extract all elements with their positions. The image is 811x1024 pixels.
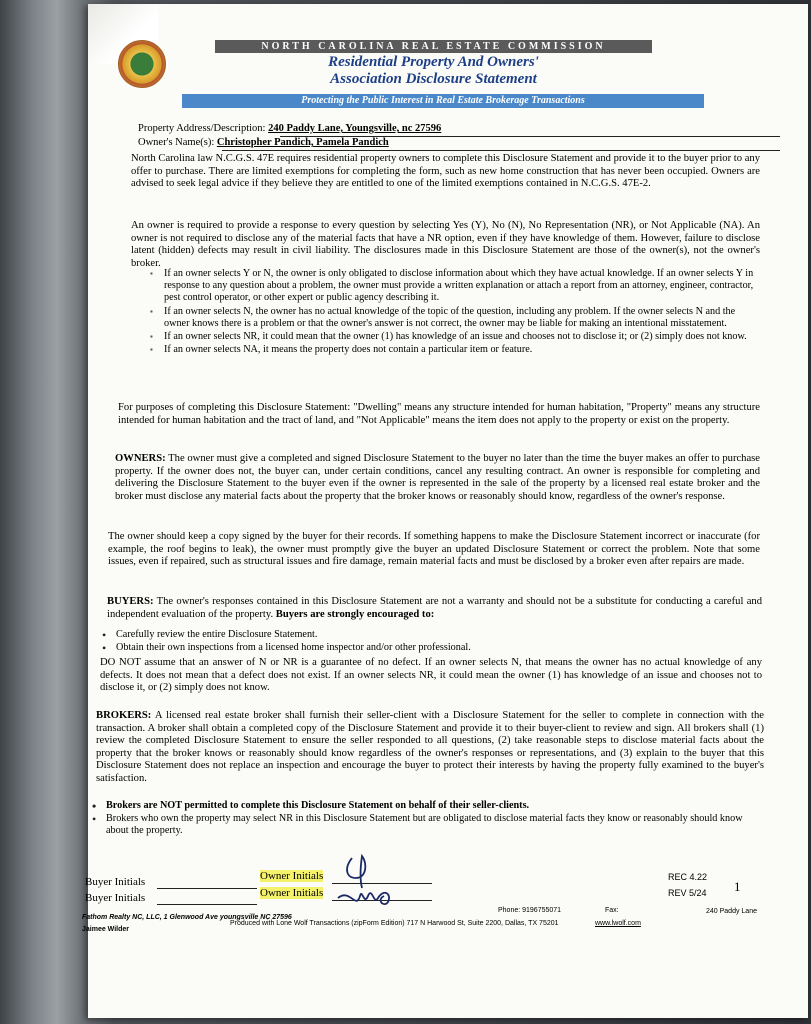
owner-label: Owner's Name(s): — [138, 137, 215, 148]
tagline-banner: Protecting the Public Interest in Real Estate Brokerage Transactions — [182, 94, 704, 108]
owner-initials-2: Owner Initials — [260, 887, 324, 899]
brokers-bullets — [92, 800, 764, 839]
list-item: • Brokers are NOT permitted to complete this Disclosure Statement on behalf of their seller-clients. — [92, 800, 764, 812]
intro-paragraph-2: An owner is required to provide a response to every question by selecting Yes (Y), No (N), No Representation (NR), or Not Applicable (NA). An owner is not required to disclose any of the material facts that have a NR option, even if they have knowledge of them. However, failure to disclose latent (hidden) defects may result in civil liability. The disclosures made in this Disclosure Statement are those of the owner(s), not the owner's broker. — [131, 220, 760, 269]
brokers-heading: BROKERS: — [96, 710, 152, 721]
page-number: 1 — [734, 879, 741, 894]
lwolf-link[interactable]: www.lwolf.com — [595, 920, 641, 927]
list-item: ▪ If an owner selects N, the owner has no actual knowledge of the topic of the question, including any problem. If the owner selects N and the owner knows there is a problem or that the owner's answer is not correct, the owner may be liable for making an intentional misstatement. — [150, 306, 758, 330]
owners-section — [115, 453, 760, 503]
buyer-initials-2 — [85, 892, 145, 904]
title-line-2: Association Disclosure Statement — [330, 71, 537, 87]
nc-commission-seal-icon — [118, 40, 166, 88]
definitions-paragraph: For purposes of completing this Disclosure Statement: "Dwelling" means any structure intended for human habitation, "Property" means any structure intended for human habitation and the tract of land, and "Not Applicable" means the item does not apply to the property or exist on the property. — [118, 402, 760, 426]
phone: Phone: 9196755071 — [498, 907, 562, 914]
buyers-paragraph-1: The owner's responses contained in this Disclosure Statement are not a warranty and should not be a substitute for conducting a careful and independent evaluation of the property. — [107, 596, 762, 620]
list-item: ▪ If an owner selects Y or N, the owner is only obligated to disclose information about which they have actual knowledge. If an owner selects Y in response to any question about a problem, the owner must provide a written explanation or attach a report from an attorney, engineer, contractor, pest control operator, or other expert or public agency describing it. — [150, 268, 758, 305]
buyers-bullets — [102, 629, 702, 655]
owner-rule — [222, 150, 780, 151]
owners-paragraph-2: The owner should keep a copy signed by the buyer for their records. If something happens to make the Disclosure Statement incorrect or inaccurate (for example, the roof begins to leak), the owner must promptly give the buyer an updated Disclosure Statement or correct the problem. Note that some issues, even if repaired, such as structural issues and fire damage, remain material facts and must be disclosed by a broker even after repairs are made. — [108, 531, 760, 568]
fax: Fax: — [605, 907, 619, 914]
owner-name-row — [138, 137, 389, 148]
buyers-encouraged: Buyers are strongly encouraged to: — [275, 608, 435, 620]
intro-paragraph-1: North Carolina law N.C.G.S. 47E requires residential property owners to complete this Disclosure Statement and provide it to the buyer prior to any offer to purchase. There are limited exemptions for completing the form, such as new home construction that has never been occupied. Owners are advised to seek legal advice if they believe they are entitled to one of the limited exemptions contained in N.C.G.S. 47E-2. — [131, 153, 760, 190]
rec-code: REC 4.22 — [668, 872, 708, 882]
list-item: ▪ If an owner selects NA, it means the property does not contain a particular item or feature. — [150, 344, 758, 356]
buyer-initials-label: Buyer Initials — [85, 892, 146, 904]
list-item: ▪ If an owner selects NR, it could mean that the owner (1) has knowledge of an issue and chooses not to disclose it; or (2) simply does not know. — [150, 331, 758, 343]
owners-paragraph-1: The owner must give a completed and signed Disclosure Statement to the buyer no later than the time the buyer makes an offer to purchase property. If the owner does not, the buyer can, under certain conditions, cancel any resulting contract. An owner is responsible for completing and delivering the Disclosure Statement to the buyer even if the owner is represented in the sale of the property by a licensed real estate broker and the broker must disclose any material facts about the property that the broker knows or reasonably should know, regardless of the owner's response. — [115, 453, 760, 502]
owners-heading: OWNERS: — [115, 453, 166, 464]
owner-value: Christopher Pandich, Pamela Pandich — [216, 137, 389, 148]
list-item: • Carefully review the entire Disclosure Statement. — [102, 629, 702, 641]
address-value: 240 Paddy Lane, Youngsville, nc 27596 — [268, 123, 442, 134]
intro-bullets — [150, 268, 758, 357]
buyer-initials-1-line[interactable] — [157, 888, 257, 889]
list-item: • Obtain their own inspections from a licensed home inspector and/or other professional. — [102, 642, 702, 654]
buyer-initials-1 — [85, 876, 145, 888]
owner-initials-signature — [330, 848, 410, 913]
produced-by: Produced with Lone Wolf Transactions (zipForm Edition) 717 N Harwood St, Suite 2200, Dallas, TX 75201 — [230, 920, 559, 927]
address-label: Property Address/Description: — [138, 123, 266, 134]
buyers-section — [107, 596, 762, 621]
brokers-paragraph-1: A licensed real estate broker shall furnish their seller-client with a Disclosure Statement for the seller to complete in connection with the transaction. A broker shall obtain a completed copy of the Disclosure Statement and provide it to their buyer-client to review and sign. All brokers shall (1) review the completed Disclosure Statement to ensure the seller responded to all questions, (2) take reasonable steps to disclose material facts about the property that the broker knows or reasonably should know regardless of the owner's responses or representations, and (3) explain to the buyer that this Disclosure Statement does not replace an inspection and encourage the buyer to protect their interests by having the property fully examined to the buyer's satisfaction. — [96, 710, 764, 784]
document-name: 240 Paddy Lane — [706, 908, 757, 915]
list-item: • Brokers who own the property may select NR in this Disclosure Statement but are obligated to disclose material facts they know or reasonably should know about the property. — [92, 813, 764, 837]
rev-code: REV 5/24 — [668, 888, 707, 898]
buyer-initials-label: Buyer Initials — [85, 876, 146, 888]
agent-name: Jaimee Wilder — [82, 926, 130, 933]
firm-info: Fathom Realty NC, LLC, 1 Glenwood Ave youngsville NC 27596 — [82, 914, 292, 921]
title-line-1: Residential Property And Owners' — [328, 54, 539, 70]
property-address-row — [138, 123, 441, 134]
commission-banner: NORTH CAROLINA REAL ESTATE COMMISSION — [215, 40, 652, 53]
buyers-heading: BUYERS: — [107, 596, 154, 607]
form-title — [215, 54, 652, 88]
brokers-section — [96, 710, 764, 786]
buyers-paragraph-2: DO NOT assume that an answer of N or NR is a guarantee of no defect. If an owner selects N, that means the owner has no actual knowledge of any defects. It does not mean that a defect does not exist. If an owner selects NR, it could mean the owner (1) has knowledge of an issue and chooses not to disclose it, or (2) simply does not know. — [100, 657, 762, 694]
owner-initials-1: Owner Initials — [260, 870, 324, 882]
buyer-initials-2-line[interactable] — [157, 904, 257, 905]
